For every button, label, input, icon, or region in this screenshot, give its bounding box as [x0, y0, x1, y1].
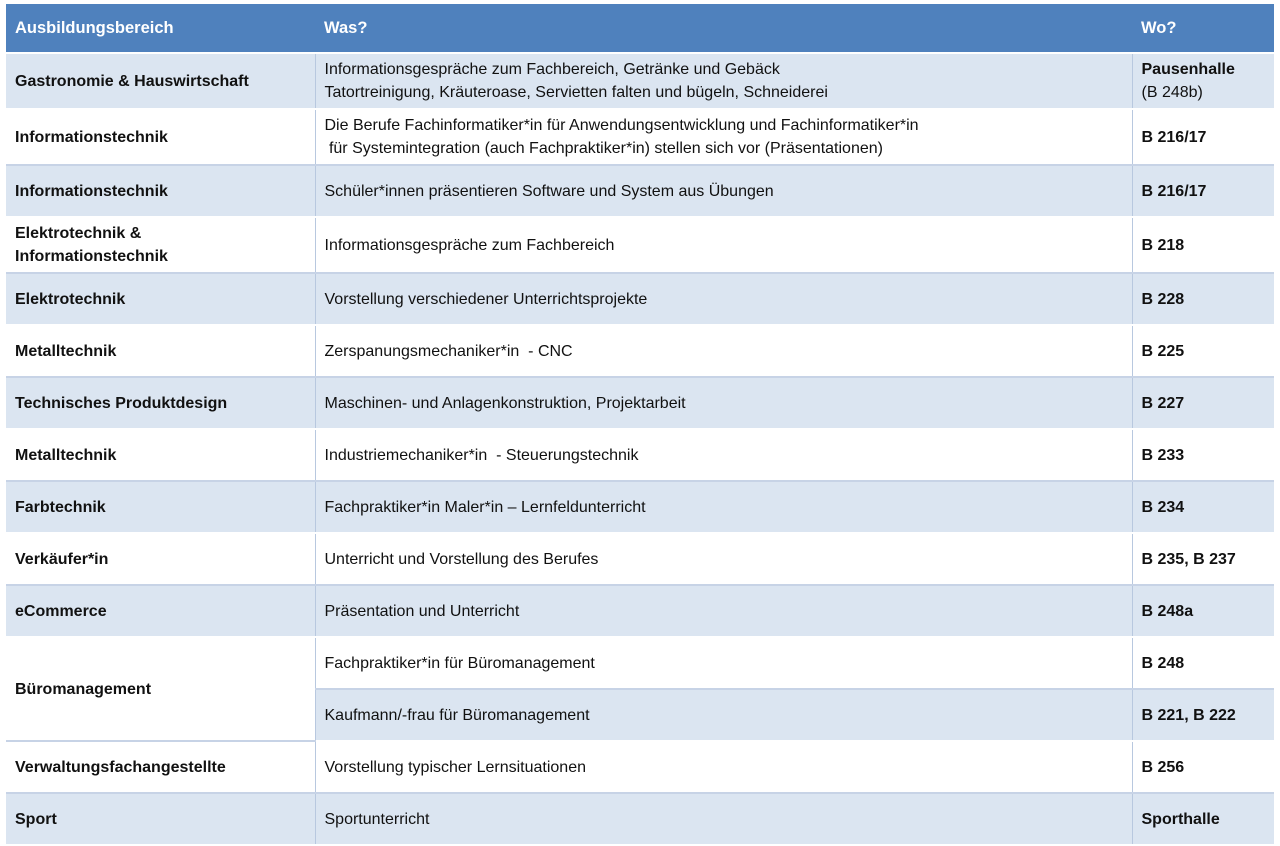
schedule-table: [6, 4, 1274, 846]
header-wo: Wo?: [1132, 4, 1274, 53]
table-row: [6, 53, 1274, 109]
row-what: Vorstellung verschiedener Unterrichtsprojekte: [315, 273, 1132, 325]
row-where: B 227: [1132, 377, 1274, 429]
row-area: Technisches Produktdesign: [6, 377, 315, 429]
header-ausbildungsbereich: Ausbildungsbereich: [6, 4, 315, 53]
row-what: Unterricht und Vorstellung des Berufes: [315, 533, 1132, 585]
row-area: Elektrotechnik & Informationstechnik: [6, 217, 315, 273]
row-where: B 234: [1132, 481, 1274, 533]
row-where: Pausenhalle (B 248b): [1132, 53, 1274, 109]
row-area: Verwaltungsfachangestellte: [6, 741, 315, 793]
row-area: Verkäufer*in: [6, 533, 315, 585]
header-was: Was?: [315, 4, 1132, 53]
row-where: B 216/17: [1132, 109, 1274, 165]
row-what: Sportunterricht: [315, 793, 1132, 845]
row-area: Informationstechnik: [6, 165, 315, 217]
row-what: Präsentation und Unterricht: [315, 585, 1132, 637]
row-area: Gastronomie & Hauswirtschaft: [6, 53, 315, 109]
row-what: Informationsgespräche zum Fachbereich, Getränke und Gebäck Tatortreinigung, Kräuteroase, Servietten falten und bügeln, Schneiderei: [315, 53, 1132, 109]
table-row: [6, 585, 1274, 637]
row-area: Metalltechnik: [6, 325, 315, 377]
table-row: [6, 533, 1274, 585]
row-what: Die Berufe Fachinformatiker*in für Anwendungsentwicklung und Fachinformatiker*in für Systemintegration (auch Fachpraktiker*in) stellen sich vor (Präsentationen): [315, 109, 1132, 165]
row-what: Informationsgespräche zum Fachbereich: [315, 217, 1132, 273]
row-where: B 248a: [1132, 585, 1274, 637]
row-where: B 256: [1132, 741, 1274, 793]
row-where: B 235, B 237: [1132, 533, 1274, 585]
row-where: B 218: [1132, 217, 1274, 273]
table-row: [6, 637, 1274, 689]
table-header-row: [6, 4, 1274, 53]
row-what: Fachpraktiker*in Maler*in – Lernfeldunterricht: [315, 481, 1132, 533]
row-where: B 228: [1132, 273, 1274, 325]
row-what: Schüler*innen präsentieren Software und System aus Übungen: [315, 165, 1132, 217]
table-row: [6, 273, 1274, 325]
table-row: [6, 165, 1274, 217]
row-what: Vorstellung typischer Lernsituationen: [315, 741, 1132, 793]
row-what: Kaufmann/-frau für Büromanagement: [315, 689, 1132, 741]
row-area: Farbtechnik: [6, 481, 315, 533]
row-area: Büromanagement: [6, 637, 315, 741]
row-where: B 216/17: [1132, 165, 1274, 217]
table-row: [6, 741, 1274, 793]
row-what: Zerspanungsmechaniker*in - CNC: [315, 325, 1132, 377]
row-area: Metalltechnik: [6, 429, 315, 481]
table-row: [6, 377, 1274, 429]
row-where: B 225: [1132, 325, 1274, 377]
row-what: Fachpraktiker*in für Büromanagement: [315, 637, 1132, 689]
row-what: Industriemechaniker*in - Steuerungstechnik: [315, 429, 1132, 481]
table-row: [6, 481, 1274, 533]
row-area: Sport: [6, 793, 315, 845]
row-where: B 221, B 222: [1132, 689, 1274, 741]
table-row: [6, 109, 1274, 165]
table-row: [6, 217, 1274, 273]
table-row: [6, 793, 1274, 845]
table-row: [6, 429, 1274, 481]
row-area: eCommerce: [6, 585, 315, 637]
row-area: Informationstechnik: [6, 109, 315, 165]
row-where: B 233: [1132, 429, 1274, 481]
row-what: Maschinen- und Anlagenkonstruktion, Projektarbeit: [315, 377, 1132, 429]
row-where: Sporthalle: [1132, 793, 1274, 845]
row-where: B 248: [1132, 637, 1274, 689]
table-row: [6, 325, 1274, 377]
row-area: Elektrotechnik: [6, 273, 315, 325]
